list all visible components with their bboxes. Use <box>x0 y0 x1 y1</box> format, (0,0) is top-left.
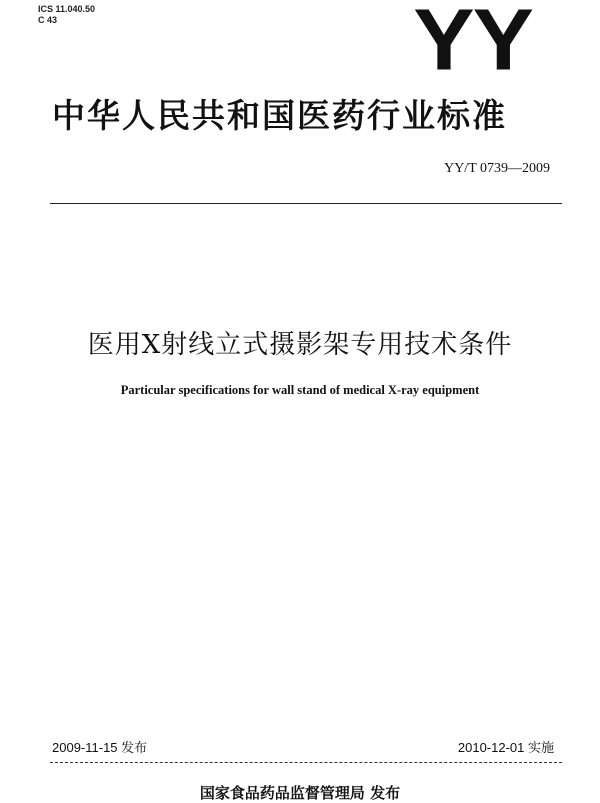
document-title-english: Particular specifications for wall stand of medical X-ray equipment <box>120 383 480 397</box>
ccs-code: C 43 <box>38 15 58 25</box>
standard-logo: YY <box>413 0 532 89</box>
standard-number: YY/T 0739—2009 <box>444 161 550 176</box>
document-title-chinese: 医用X射线立式摄影架专用技术条件 <box>87 330 513 360</box>
issuing-authority: 国家食品药品监督管理局 发布 <box>199 784 401 802</box>
implement-date: 2010-12-01 实施 <box>457 740 554 755</box>
ics-code: ICS 11.040.50 <box>38 4 96 14</box>
header-divider <box>50 203 562 204</box>
publish-date: 2009-11-15 发布 <box>52 740 148 755</box>
footer-divider <box>50 762 562 763</box>
organization-title: 中华人民共和国医药行业标准 <box>52 96 507 135</box>
classification-codes <box>38 4 95 26</box>
